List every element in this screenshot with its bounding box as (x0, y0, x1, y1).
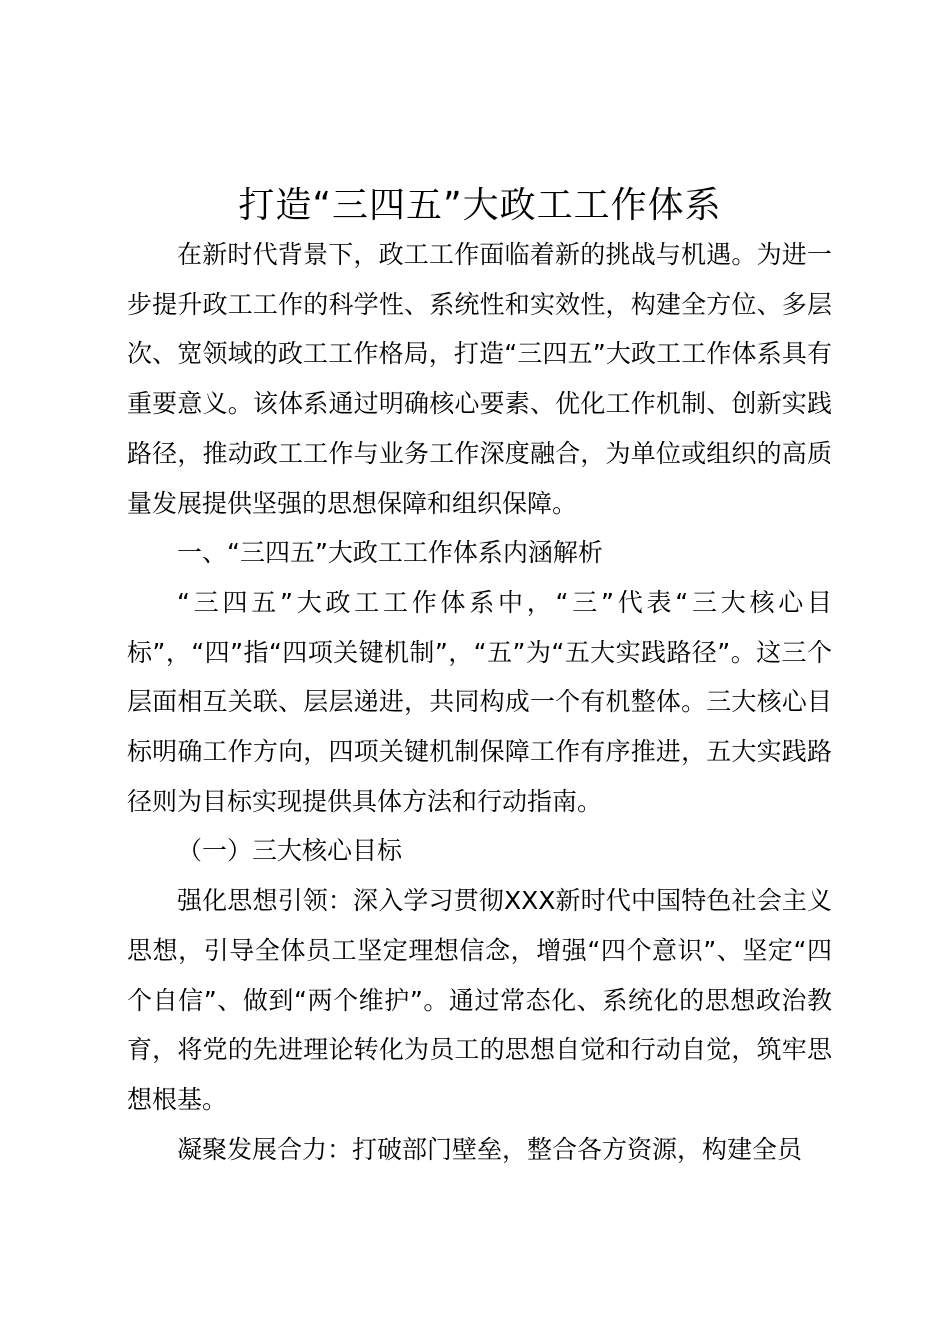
subsection-heading-1: （一）三大核心目标 (177, 836, 403, 866)
document-body (127, 230, 832, 1174)
section-heading-1: 一、“三四五”大政工工作体系内涵解析 (177, 538, 603, 568)
goal-paragraph-2: 凝聚发展合力：打破部门壁垒，整合各方资源，构建全员 (177, 1134, 803, 1164)
document-title: 打造“三四五”大政工工作体系 (238, 185, 722, 226)
section-1-paragraph: “三四五”大政工工作体系中，“三”代表“三大核心目标”，“四”指“四项关键机制”，“五”为“五大实践路径”。这三个层面相互关联、层层递进，共同构成一个有机整体。三大核心目标明确工作方向，四项关键机制保障工作有序推进，五大实践路径则为目标实现提供具体方法和行动指南。 (127, 587, 832, 816)
intro-paragraph: 在新时代背景下，政工工作面临着新的挑战与机遇。为进一步提升政工工作的科学性、系统性和实效性，构建全方位、多层次、宽领域的政工工作格局，打造“三四五”大政工工作体系具有重要意义。该体系通过明确核心要素、优化工作机制、创新实践路径，推动政工工作与业务工作深度融合，为单位或组织的高质量发展提供坚强的思想保障和组织保障。 (127, 240, 832, 518)
goal-paragraph-1: 强化思想引领：深入学习贯彻XXX新时代中国特色社会主义思想，引导全体员工坚定理想信念，增强“四个意识”、坚定“四个自信”、做到“两个维护”。通过常态化、系统化的思想政治教育，将党的先进理论转化为员工的思想自觉和行动自觉，筑牢思想根基。 (127, 886, 832, 1114)
